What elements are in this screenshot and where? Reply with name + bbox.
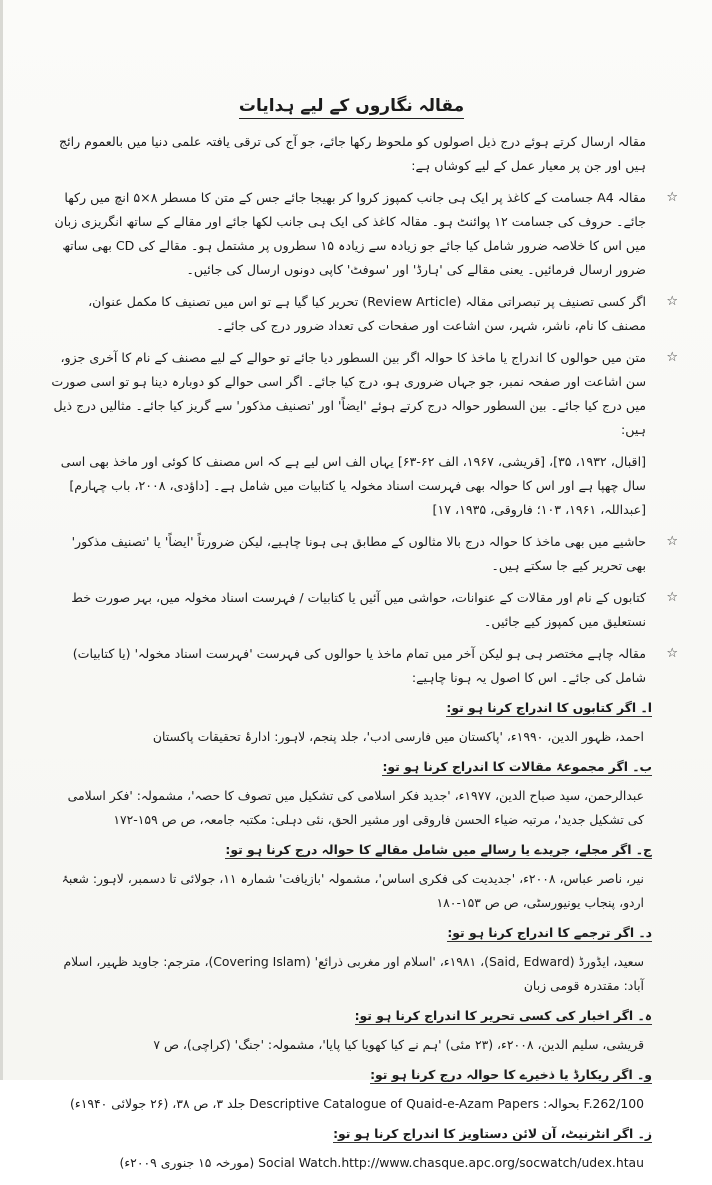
reference-entry: قریشی، سلیم الدین، ۲۰۰۸ء، (۲۳ مئی) 'ہم نے کیا کھویا کیا پایا'، مشمولہ: 'جنگ' (کراچی)، ص ۷ (153, 1037, 644, 1052)
section-heading-text: و۔ اگر ریکارڈ یا ذخیرے کا حوالہ درج کرنا ہو تو: (370, 1067, 652, 1082)
section-heading-text: ہ۔ اگر اخبار کی کسی تحریر کا اندراج کرنا ہو تو: (354, 1008, 652, 1023)
rule-item: ☆ اگر کسی تصنیف پر تبصراتی مقالہ (Review Article) تحریر کیا گیا ہے تو اس میں تصنیف کا مکمل عنوان، مصنف کا نام، ناشر، شہر، سن اشاعت اور صفحات کی تعداد ضرور درج کی جائے۔ (51, 290, 652, 338)
section-heading-text: ج۔ اگر مجلے، جریدے یا رسالے میں شامل مقالے کا حوالہ درج کرنا ہو تو: (225, 842, 652, 857)
rule-item: ☆ حاشیے میں بھی ماخذ کا حوالہ درج بالا مثالوں کے مطابق ہی ہونا چاہیے، لیکن ضرورتاً 'ایضاً' یا 'تصنیف مذکور' بھی تحریر کیے جا سکتے ہیں۔ (51, 530, 652, 578)
reference-entry: نیر، ناصر عباس، ۲۰۰۸ء، 'جدیدیت کی فکری اساس'، مشمولہ 'بازیافت' شمارہ ۱۱، جولائی تا دسمبر، لاہور: شعبۂ اردو، پنجاب یونیورسٹی، ص ص ۱۵۳-۱۸۰ (61, 871, 644, 910)
guidelines-content (51, 95, 652, 1185)
section-heading (51, 925, 652, 940)
section-heading-text: د۔ اگر ترجمے کا اندراج کرنا ہو تو: (447, 925, 652, 940)
rule-item: ☆ کتابوں کے نام اور مقالات کے عنوانات، حواشی میں آئیں یا کتابیات / فہرست اسناد مخولہ میں، بہر صورت خط نستعلیق میں کمپوز کیے جائیں۔ (51, 586, 652, 634)
section-heading (51, 1126, 652, 1141)
rule-item: ☆ مقالہ A4 جسامت کے کاغذ پر ایک ہی جانب کمپوز کروا کر بھیجا جائے جس کے متن کا مسطر ۸×۵ انچ میں رکھا جائے۔ حروف کی جسامت ۱۲ پوائنٹ ہو۔ مقالہ کاغذ کی ایک ہی جانب لکھا جائے اور مقالے کے ساتھ انگریزی زبان میں اس کا خلاصہ ضرور شامل کیا جائے جو زیادہ سے زیادہ ۱۵ سطروں پر مشتمل ہو۔ مقالے کی CD بھی ساتھ ضرور ارسال فرمائیں۔ یعنی مقالے کی 'ہارڈ' اور 'سوفٹ' کاپی دونوں ارسال کی جائیں۔ (51, 186, 652, 282)
reference-entry: سعید، ایڈورڈ (Said, Edward)، ۱۹۸۱ء، 'اسلام اور مغربی ذرائع' (Covering Islam)، مترجم: جاوید ظہیر، اسلام آباد: مقتدرہ قومی زبان (63, 954, 644, 993)
section-heading (51, 700, 652, 715)
reference-entry: F.262/100 بحوالہ: Descriptive Catalogue of Quaid-e-Azam Papers جلد ۳، ص ۳۸، (۲۶ جولائی ۱۹۴۰ء) (70, 1096, 644, 1111)
section-heading (51, 759, 652, 774)
reference-entry: Social Watch.http://www.chasque.apc.org/socwatch/udex.htau (مورخہ ۱۵ جنوری ۲۰۰۹ء) (119, 1155, 644, 1170)
section-heading-text: ز۔ اگر انٹرنیٹ، آن لائن دستاویز کا اندراج کرنا ہو تو: (333, 1126, 652, 1141)
reference-entry: عبدالرحمن، سید صباح الدین، ۱۹۷۷ء، 'جدید فکر اسلامی کی تشکیل میں تصوف کا حصہ'، مشمولہ: 'فکر اسلامی کی تشکیل جدید'، مرتبہ ضیاء الحسن فاروقی اور مشیر الحق، نئی دہلی: مکتبہ جامعہ، ص ص ۱۵۹-۱۷۲ (67, 788, 644, 827)
section-heading-text: ا۔ اگر کتابوں کا اندراج کرنا ہو تو: (446, 700, 652, 715)
reference-entry: احمد، ظہور الدین، ۱۹۹۰ء، 'پاکستان میں فارسی ادب'، جلد پنجم، لاہور: ادارۂ تحقیقات پاکستان (152, 729, 644, 744)
intro-paragraph: مقالہ ارسال کرتے ہوئے درج ذیل اصولوں کو ملحوظ رکھا جائے، جو آج کی ترقی یافتہ علمی دنیا میں بالعموم رائج ہیں اور جن پر معیار عمل کے لیے کوشاں ہے: (58, 134, 646, 173)
citation-examples: [اقبال، ۱۹۳۲، ۳۵]، [قریشی، ۱۹۶۷، الف ۶۲-۶۳] یہاں الف اس لیے ہے کہ اس مصنف کا کوئی اور ماخذ بھی اسی سال چھپا ہے اور اس کا حوالہ بھی فہرست اسناد مخولہ یا کتابیات میں شامل ہے۔ [داؤدی، ۲۰۰۸، باب چہارم] [عبداللہ، ۱۹۶۱، ۱۰۳؛ فاروقی، ۱۹۳۵، ۱۷] (60, 454, 646, 517)
section-heading (51, 842, 652, 857)
page-title (51, 95, 652, 116)
section-heading-text: ب۔ اگر مجموعۂ مقالات کا اندراج کرنا ہو تو: (382, 759, 652, 774)
page-title-text: مقالہ نگاروں کے لیے ہدایات (239, 96, 464, 119)
section-heading (51, 1008, 652, 1023)
rule-item: ☆ مقالہ چاہے مختصر ہی ہو لیکن آخر میں تمام ماخذ یا حوالوں کی فہرست 'فہرست اسناد مخولہ' (یا کتابیات) شامل کی جائے۔ اس کا اصول یہ ہونا چاہیے: (51, 642, 652, 690)
rule-item: ☆ متن میں حوالوں کا اندراج یا ماخذ کا حوالہ اگر بین السطور دیا جائے تو حوالے کے لیے مصنف کے نام کا آخری جزو، سن اشاعت اور صفحہ نمبر، جو جہاں ضروری ہو، درج کیا جائے۔ اگر اسی حوالے کو دوبارہ دینا ہو تو اسی صورت میں درج کیا جائے۔ بین السطور حوالہ درج کرتے ہوئے 'ایضاً' اور 'تصنیف مذکور' سے گریز کیا جائے۔ مثالیں درج ذیل ہیں: (51, 346, 652, 442)
